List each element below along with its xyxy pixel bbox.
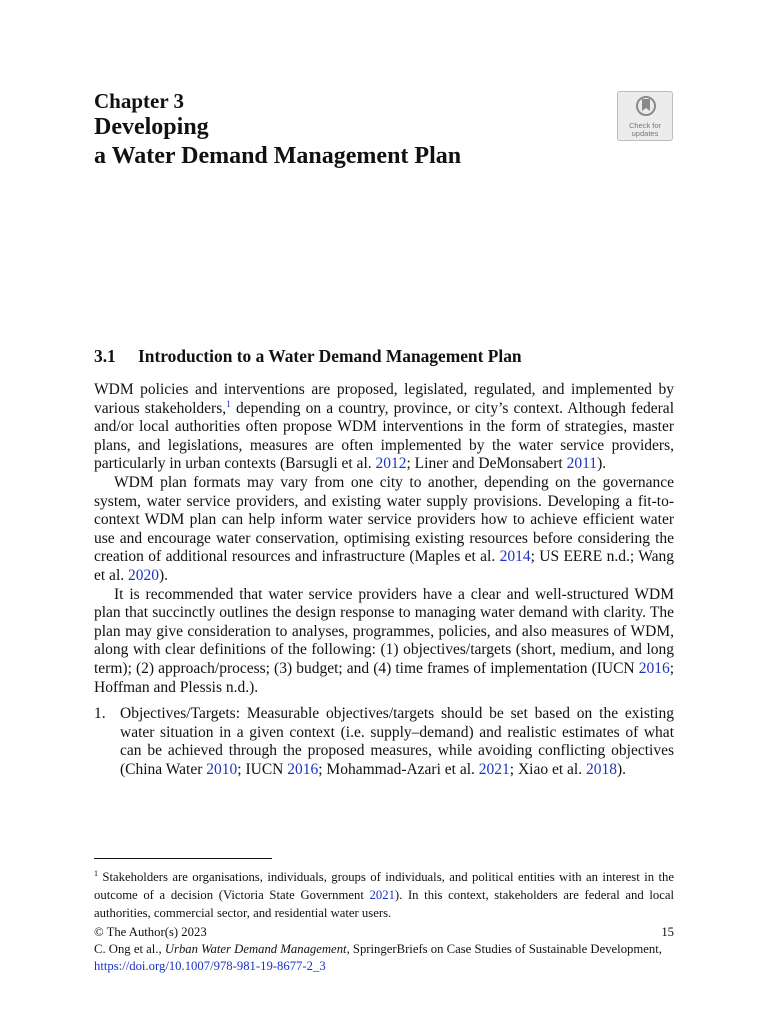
citation-link[interactable]: 2016 <box>287 760 319 778</box>
body-text <box>94 381 674 779</box>
page-number: 15 <box>661 925 674 939</box>
footnote-ref[interactable]: 1 <box>226 399 231 410</box>
citation-link[interactable]: 2014 <box>499 548 531 566</box>
badge-label: Check for updates <box>628 121 662 138</box>
citation-link[interactable]: 2016 <box>638 659 670 677</box>
paragraph-1: WDM policies and interventions are proposed, legislated, regulated, and implemented by various stakeholders,$^1$ depending on a country, province, or city’s context. Although federal and/or local authorities often propose WDM interventions in the form of strategies, master plans, and legislations, measures are often implemented by the water service providers, particularly in urban contexts (Barsugli et al. 2012; Liner and DeMonsabert 2011). <box>94 381 674 473</box>
bookmark-check-icon <box>636 96 656 120</box>
citation-link[interactable]: 2020 <box>128 566 159 584</box>
section-number: 3.1 <box>94 346 116 366</box>
chapter-title-line1: Developing <box>94 114 209 140</box>
chapter-label: Chapter 3 <box>94 89 185 113</box>
copyright: © The Author(s) 2023 <box>94 925 207 939</box>
footnote: $^1$ Stakeholders are organisations, individuals, groups of individuals, and political entities with an interest in the outcome of a decision (Victoria State Government 2021). In this context, stakeholders are federal and local authorities, commercial sector, and residential water users. <box>94 869 674 921</box>
chapter-title-line2: a Water Demand Management Plan <box>94 143 462 169</box>
doi-link[interactable]: https://doi.org/10.1007/978-981-19-8677-2_3 <box>94 959 326 973</box>
list-item: 1. Objectives/Targets: Measurable objectives/targets should be set based on the existing water situation in a given context (i.e. supply–demand) and realistic estimates of what can be achieved through the proposed measures, while avoiding conflicting objectives (China Water 2010; IUCN 2016; Mohammad-Azari et al. 2021; Xiao et al. 2018). <box>94 705 674 778</box>
citation-link[interactable]: 2011 <box>566 455 598 473</box>
citation-link[interactable]: 2021 <box>478 760 510 778</box>
chapter-title <box>94 113 461 171</box>
footnote-marker: 1 <box>94 869 98 878</box>
section-title: Introduction to a Water Demand Management Plan <box>138 346 522 366</box>
citation-link[interactable]: 2012 <box>375 455 407 473</box>
book-citation: C. Ong et al., Urban Water Demand Management, SpringerBriefs on Case Studies of Sustainable Development, https://doi.org/10.1007/978-981-19-8677-2_3 <box>94 942 662 973</box>
numbered-list <box>94 705 674 779</box>
citation-link[interactable]: 2018 <box>585 760 617 778</box>
check-for-updates-badge[interactable] <box>617 91 673 141</box>
citation-link[interactable]: 2021 <box>369 888 395 903</box>
footnote-divider <box>94 858 272 859</box>
paragraph-2: WDM plan formats may vary from one city to another, depending on the governance system, water service providers, and existing water supply provisions. Developing a fit-to-context WDM plan can help inform water service providers how to achieve efficient water use and encourage water conservation, optimising existing resources before considering the creation of additional resources and infrastructure (Maples et al. 2014; US EERE n.d.; Wang et al. 2020). <box>94 473 674 584</box>
citation-link[interactable]: 2010 <box>206 760 238 778</box>
paragraph-3: It is recommended that water service providers have a clear and well-structured WDM plan that succinctly outlines the design response to managing water demand with clarity. The plan may give consideration to analyses, programmes, policies, and also measures of WDM, along with clear definitions of the following: (1) objectives/targets (short, medium, and long term); (2) approach/process; (3) budget; and (4) time frames of implementation (IUCN 2016; Hoffman and Plessis n.d.). <box>94 585 674 696</box>
book-title: Urban Water Demand Management <box>164 942 347 956</box>
list-marker: 1. <box>94 705 106 723</box>
section-heading <box>94 345 522 367</box>
